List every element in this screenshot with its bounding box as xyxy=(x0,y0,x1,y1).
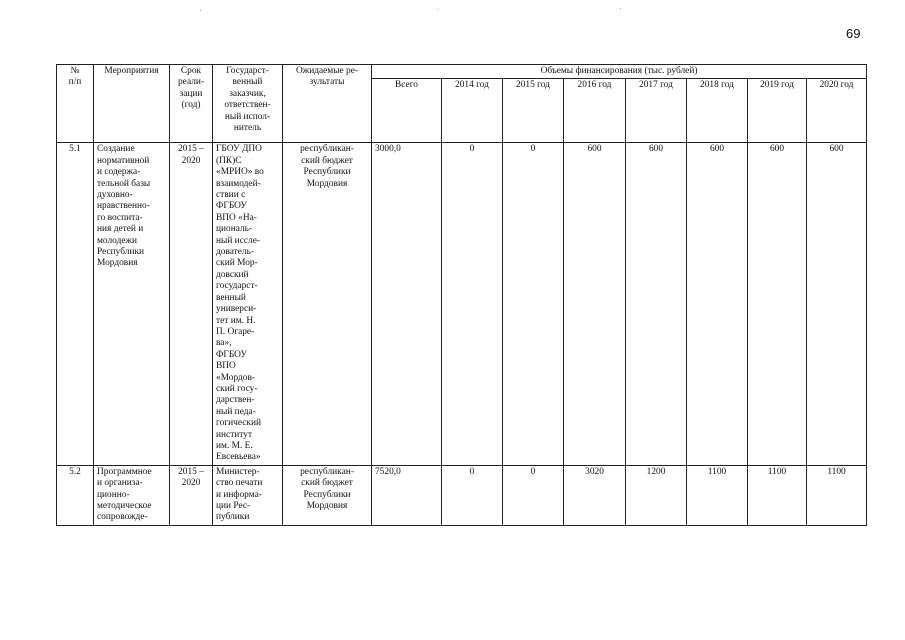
page-number: 69 xyxy=(846,26,861,41)
header-2020: 2020 год xyxy=(807,79,867,143)
header-event: Мероприятия xyxy=(94,65,170,143)
header-2014: 2014 год xyxy=(442,79,503,143)
header-2017: 2017 год xyxy=(626,79,687,143)
header-2018: 2018 год xyxy=(687,79,748,143)
header-num: № п/п xyxy=(57,65,94,143)
row-event: Программное и организа- ционно- методическое сопровожде- xyxy=(94,465,170,525)
row-results: республикан- ский бюджет Республики Мордовия xyxy=(283,143,372,465)
row-2018: 600 xyxy=(687,143,748,465)
table-row xyxy=(57,143,867,465)
header-2019: 2019 год xyxy=(748,79,807,143)
row-customer: Министер- ство печати и информа- ции Рес- публики xyxy=(213,465,283,525)
row-2020: 600 xyxy=(807,143,867,465)
scan-speck xyxy=(437,9,438,10)
header-2016: 2016 год xyxy=(564,79,626,143)
row-2015: 0 xyxy=(503,465,564,525)
row-2017: 1200 xyxy=(626,465,687,525)
row-total: 7520,0 xyxy=(372,465,442,525)
row-2015: 0 xyxy=(503,143,564,465)
header-total: Всего xyxy=(372,79,442,143)
header-results: Ожидаемые ре- зультаты xyxy=(283,65,372,143)
row-num: 5.2 xyxy=(57,465,94,525)
header-customer: Государст- венный заказчик, ответствен- ный испол- нитель xyxy=(213,65,283,143)
funding-table xyxy=(56,64,867,526)
row-event: Создание нормативной и содержа- тельной базы духовно- нравственно- го воспита- ния детей и молодежи Республики Мордовия xyxy=(94,143,170,465)
header-term: Срок реали- зации (год) xyxy=(170,65,213,143)
table-row xyxy=(57,465,867,525)
header-2015: 2015 год xyxy=(503,79,564,143)
row-num: 5.1 xyxy=(57,143,94,465)
row-term: 2015 – 2020 xyxy=(170,143,213,465)
row-2019: 600 xyxy=(748,143,807,465)
header-row-1 xyxy=(57,65,867,79)
header-funding-group: Объемы финансирования (тыс. рублей) xyxy=(372,65,867,79)
row-total: 3000,0 xyxy=(372,143,442,465)
row-2019: 1100 xyxy=(748,465,807,525)
row-2014: 0 xyxy=(442,465,503,525)
row-results: республикан- ский бюджет Республики Мордовия xyxy=(283,465,372,525)
row-2016: 600 xyxy=(564,143,626,465)
row-term: 2015 – 2020 xyxy=(170,465,213,525)
row-2018: 1100 xyxy=(687,465,748,525)
row-2017: 600 xyxy=(626,143,687,465)
row-2016: 3020 xyxy=(564,465,626,525)
scan-speck xyxy=(620,8,621,9)
row-2020: 1100 xyxy=(807,465,867,525)
scan-speck xyxy=(200,10,201,11)
row-2014: 0 xyxy=(442,143,503,465)
row-customer: ГБОУ ДПО (ПК)С «МРИО» во взаимодей- ствии с ФГБОУ ВПО «На- циональ- ный иссле- дователь- ский Мор- довский государст- венный универси- тет им. Н. П. Огаре- ва», ФГБОУ ВПО «Мордов- ский госу- дарствен- ный педа- гогический институт им. М. Е. Евсевьева» xyxy=(213,143,283,465)
